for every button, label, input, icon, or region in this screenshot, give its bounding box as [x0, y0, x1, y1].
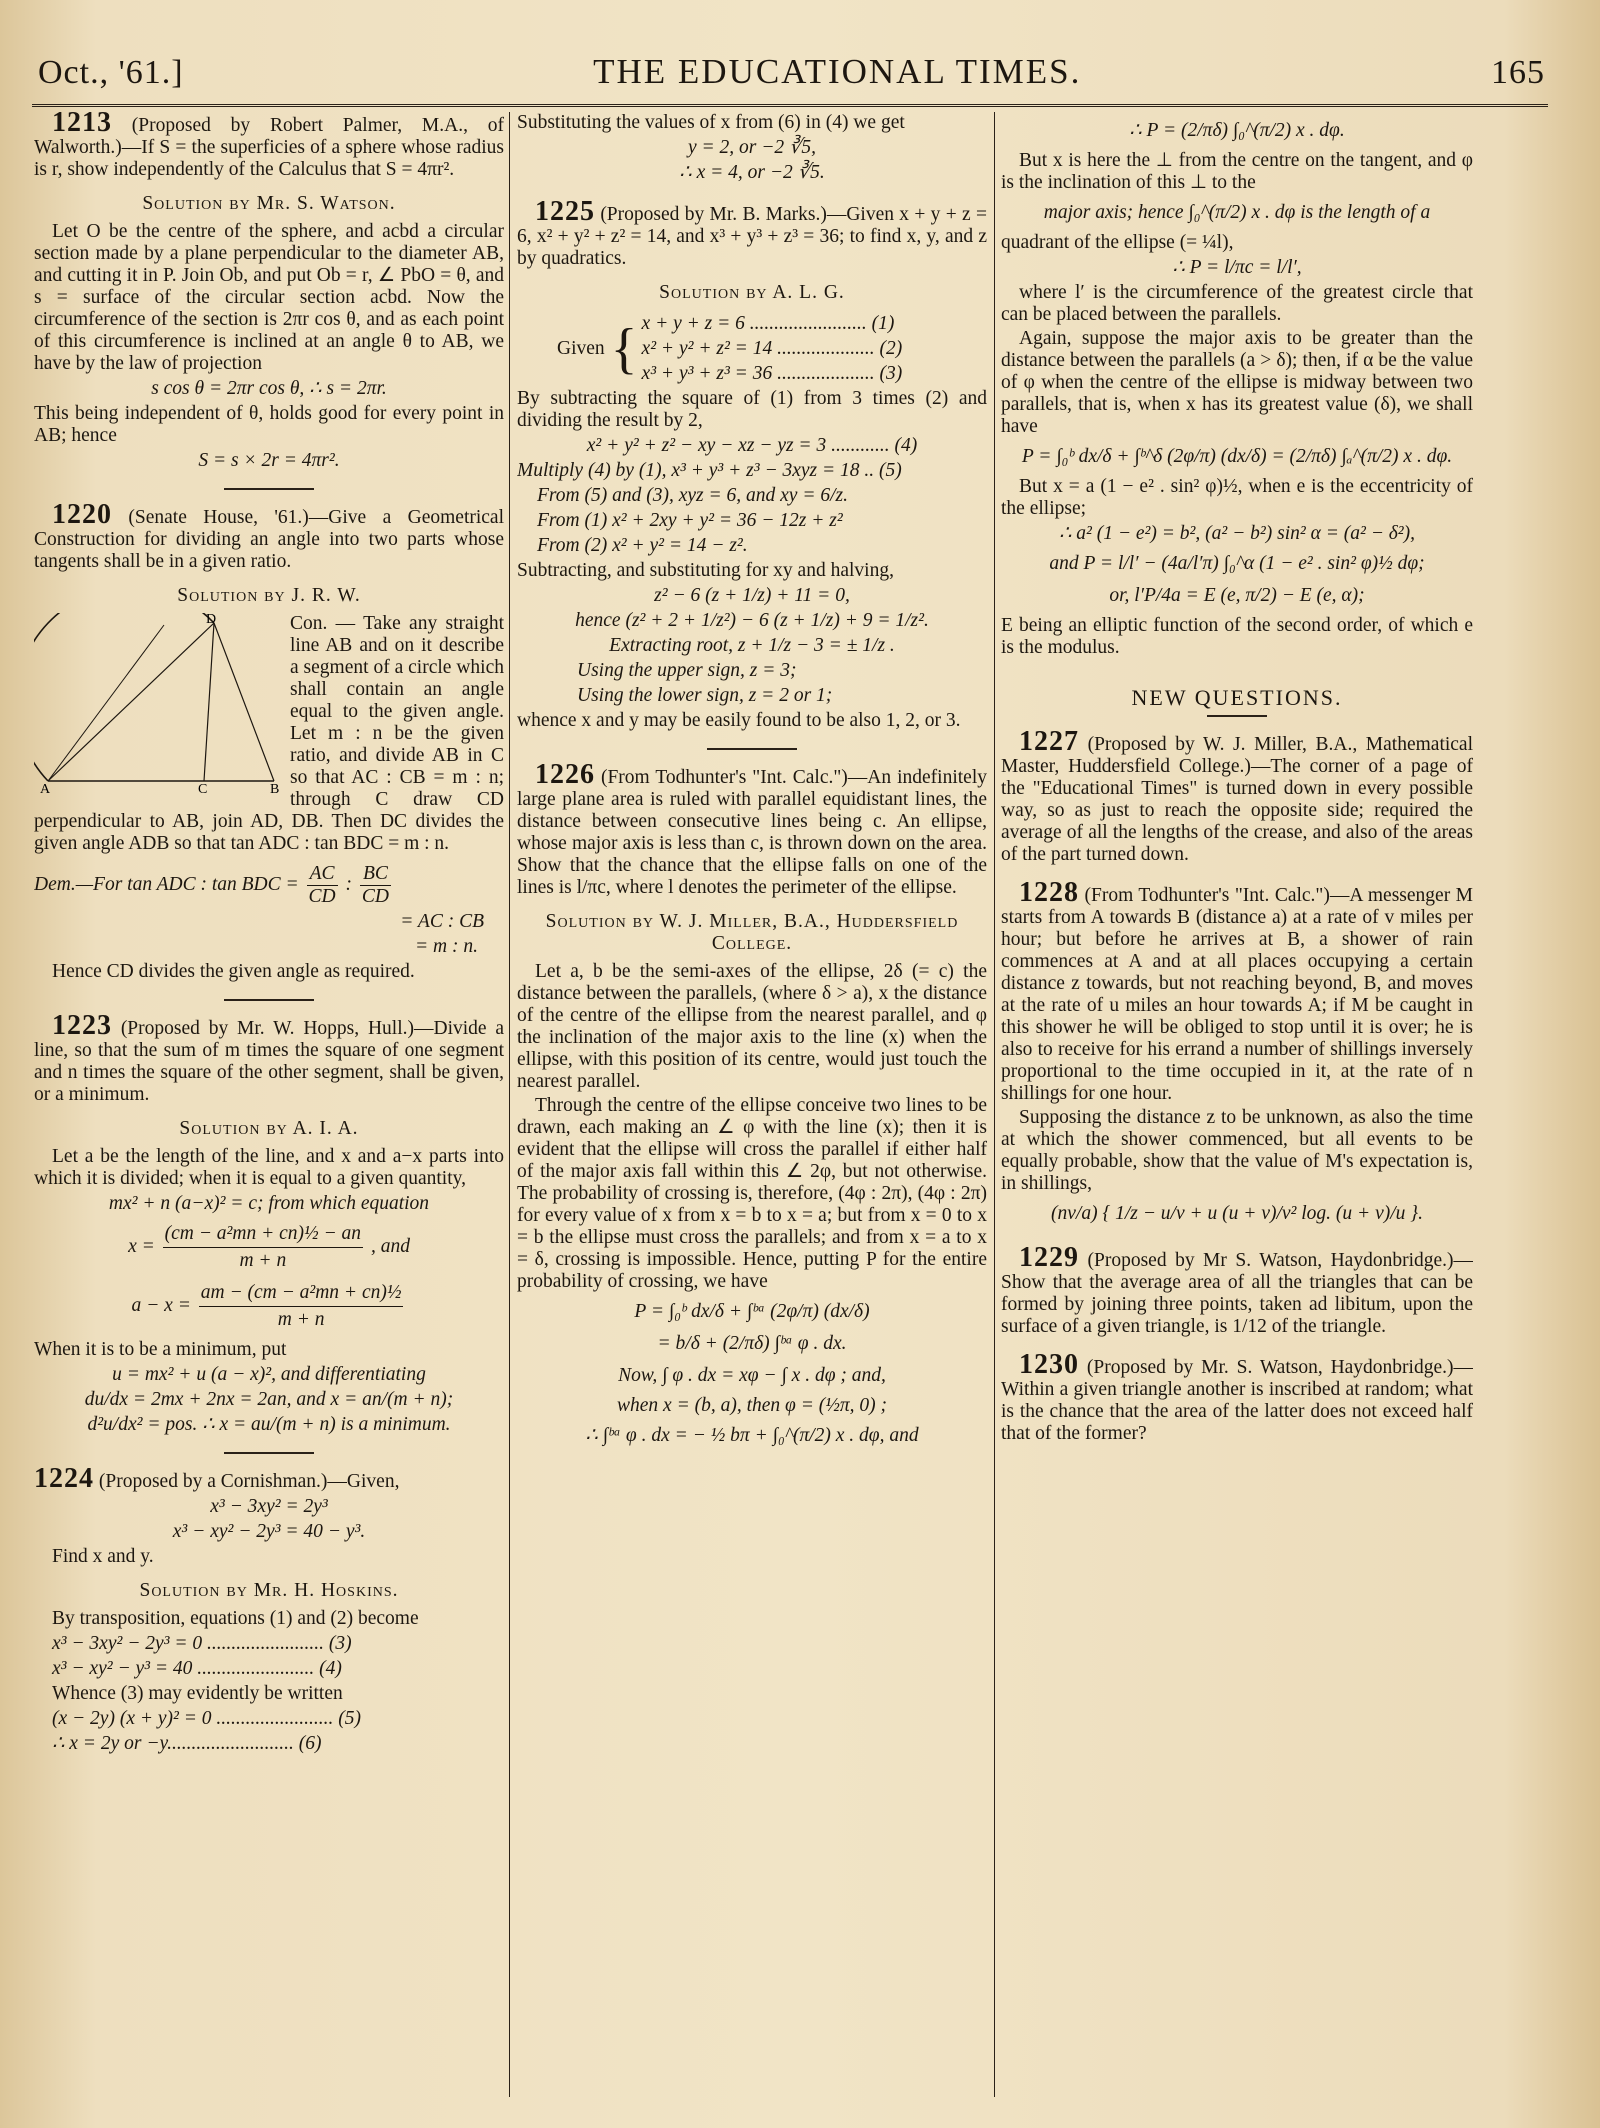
question-number: 1224 — [34, 1463, 94, 1494]
question-number: 1213 — [52, 112, 112, 138]
equation: Multiply (4) by (1), x³ + y³ + z³ − 3xyz = 18 .. (5) — [517, 460, 902, 481]
solution-text: Let a, b be the semi-axes of the ellipse, 2δ (= c) the distance between the parallels, (where δ > a), x the distance of the centre of the ellipse from the nearest parallel, and φ the inclination of the major axis to the line (x) when the ellipse, with this position of its centre, would just touch the nearest parallel. — [517, 961, 987, 1092]
denominator: CD — [361, 886, 389, 907]
solution-text: E being an elliptic function of the second order, of which e is the modulus. — [1001, 615, 1473, 658]
numerator: am − (cm − a²mn + cn)½ — [199, 1280, 404, 1307]
equation: From (1) x² + 2xy + y² = 36 − 12z + z² — [537, 510, 843, 531]
equation: ∴ P = l/πc = l/l′, — [1172, 257, 1302, 278]
equation: y = 2, or −2 ∛5, — [687, 137, 817, 158]
equation: x³ − xy² − y³ = 40 ........................ (4) — [52, 1658, 342, 1679]
question-number: 1228 — [1019, 877, 1079, 908]
solution-text: This being independent of θ, holds good for every point in AB; hence — [34, 403, 504, 446]
solution-text: quadrant of the ellipse (= ¼l), — [1001, 232, 1234, 253]
label-b: B — [270, 782, 280, 793]
solution-text: But x = a (1 − e² . sin² φ)½, when e is the eccentricity of the ellipse; — [1001, 476, 1473, 519]
column-3 — [1001, 112, 1473, 2102]
column-rule-2 — [994, 112, 995, 2097]
column-rule-1 — [509, 112, 510, 2097]
question-1230 — [1001, 1349, 1473, 1445]
question-1220 — [34, 499, 504, 573]
question-text: (Proposed by Mr S. Watson, Haydonbridge.)—Show that the average area of all the triangles that can be formed by joining three points, taken ad libitum, upon the surface of a given triangle, is 1/12 of the triangle. — [1001, 1250, 1473, 1337]
equation-lhs: x = — [128, 1235, 155, 1257]
solution-text: Whence (3) may evidently be written — [52, 1683, 343, 1704]
question-number: 1230 — [1019, 1349, 1079, 1380]
equation: P = ∫₀ᵇ dx/δ + ∫ᵇᵃ (2φ/π) (dx/δ) — [634, 1301, 870, 1322]
question-text: Supposing the distance z to be unknown, as also the time at which the shower commenced, but all events to be equally probable, show that the value of M's expectation is, in shillings, — [1001, 1107, 1473, 1194]
demonstration: Dem.—For tan ADC : tan BDC = $\frac{AC}{CD}$ : $\frac{BC}{CD}$ — [34, 863, 389, 907]
solution-heading: Solution by W. J. Miller, B.A., Huddersfield College. — [545, 911, 959, 954]
equation: d²u/dx² = pos. ∴ x = au/(m + n) is a minimum. — [87, 1414, 451, 1435]
question-number: 1223 — [52, 1010, 112, 1041]
equation: hence (z² + 2 + 1/z²) − 6 (z + 1/z) + 9 = 1/z². — [575, 610, 929, 631]
separator — [224, 488, 314, 490]
header-title: THE EDUCATIONAL TIMES. — [593, 52, 1082, 91]
spacer — [1001, 661, 1473, 675]
circle-arc — [34, 613, 217, 781]
solution-text: Let O be the centre of the sphere, and acbd a circular section made by a plane perpendicular to the diameter AB, and cutting it in P. Join Ob, and put Ob = r, ∠ PbO = θ, and s = surface of the circular section acbd. Now the circumference of the section is 2πr cos θ, and as each point of this circumference is inclined at an angle θ to AB, we have by the law of projection — [34, 221, 504, 374]
equation — [34, 1221, 504, 1274]
separator — [1207, 715, 1267, 717]
equation: Extracting root, z + 1/z − 3 = ± 1/z . — [609, 635, 895, 656]
equation: = b/δ + (2/πδ) ∫ᵇᵃ φ . dx. — [657, 1333, 847, 1354]
question-text: (Proposed by a Cornishman.)—Given, — [98, 1471, 400, 1492]
equation: (nv/a) { 1/z − u/v + u (u + v)/v² log. (u + v)/u }. — [1051, 1203, 1423, 1224]
column-2 — [517, 112, 987, 2102]
page-header — [38, 52, 1545, 102]
equation: (x − 2y) (x + y)² = 0 ........................ (5) — [52, 1708, 362, 1729]
question-text: (Proposed by W. J. Miller, B.A., Mathematical Master, Huddersfield College.)—The corner of a page of the "Educational Times" is turned down in every possible way, so as just to reach the opposite side; required the average of all the lengths of the crease, and also of the areas of the part turned down. — [1001, 734, 1473, 865]
line-db — [214, 623, 274, 781]
equation: x³ − 3xy² = 2y³ — [210, 1496, 328, 1517]
question-number: 1227 — [1019, 726, 1079, 757]
equation: u = mx² + u (a − x)², and differentiating — [112, 1364, 426, 1385]
brace-icon: { — [610, 318, 638, 380]
equation: s cos θ = 2πr cos θ, ∴ s = 2πr. — [151, 378, 387, 399]
equation: x³ − 3xy² − 2y³ = 0 ........................ (3) — [52, 1633, 352, 1654]
solution-text: Hence CD divides the given angle as required. — [52, 961, 415, 982]
numerator: (cm − a²mn + cn)½ − an — [163, 1221, 363, 1248]
equation: P = ∫₀ᵇ dx/δ + ∫ᵇ^δ (2φ/π) (dx/δ) = (2/πδ) ∫ₐ^(π/2) x . dφ. — [1021, 446, 1453, 467]
question-1223 — [34, 1010, 504, 1106]
equation: ∴ x = 2y or −y.......................... (6) — [52, 1733, 322, 1754]
question-1226 — [517, 759, 987, 899]
equation: ∴ P = (2/πδ) ∫₀^(π/2) x . dφ. — [1129, 120, 1345, 141]
equation: S = s × 2r = 4πr². — [198, 450, 340, 471]
solution-text: Subtracting, and substituting for xy and halving, — [517, 560, 894, 581]
equation: x³ − xy² − 2y³ = 40 − y³. — [172, 1521, 366, 1542]
question-text: (Proposed by Mr. W. Hopps, Hull.)—Divide a line, so that the sum of m times the square of one segment and n times the square of the other segment, shall be given, or a minimum. — [34, 1018, 504, 1105]
header-page-number: 165 — [1490, 54, 1545, 91]
equation: ∴ x = 4, or −2 ∛5. — [679, 162, 825, 183]
equation: Using the lower sign, z = 2 or 1; — [577, 685, 833, 706]
question-text: (Proposed by Mr. B. Marks.)—Given x + y + z = 6, x² + y² + z² = 14, and x³ + y³ + z³ = 36; to find x, y, and z by quadratics. — [517, 204, 987, 269]
fraction — [360, 863, 391, 908]
equation: = AC : CB — [400, 911, 484, 932]
label-c: C — [198, 782, 208, 793]
denominator: CD — [308, 886, 336, 907]
label-a: A — [40, 782, 51, 793]
question-text: (From Todhunter's "Int. Calc.")—A messenger M starts from A towards B (distance a) at a rate of v miles per hour; but before he arrives at B, a shower of rain commences at A and at all places occupying a certain distance z towards, but not reaching beyond, B, and moves at the rate of u miles an hour towards A; if M be caught in this shower he will be obliged to stop until it is over; he is also to receive for his errand a number of shillings inversely proportional to the time occupied in it, at the rate of n shillings for one hour. — [1001, 885, 1473, 1104]
given-system — [557, 310, 987, 388]
separator — [707, 748, 797, 750]
solution-heading: Solution by Mr. H. Hoskins. — [139, 1580, 399, 1601]
equation: major axis; hence ∫₀^(π/2) x . dφ is the length of a — [1043, 202, 1431, 223]
equation: du/dx = 2mx + 2nx = 2an, and x = an/(m + n); — [84, 1389, 454, 1410]
question-text: (From Todhunter's "Int. Calc.")—An indefinitely large plane area is ruled with parallel equidistant lines, the distance between consecutive lines being c. An ellipse, whose major axis is less than c, is thrown down on the area. Show that the chance that the ellipse falls on one of the lines is l/πc, where l denotes the perimeter of the ellipse. — [517, 767, 987, 898]
given-label: Given — [557, 338, 605, 359]
question-1213 — [34, 112, 504, 181]
fraction — [163, 1221, 363, 1274]
solution-text: When it is to be a minimum, put — [34, 1339, 287, 1360]
question-1224 — [34, 1463, 504, 1494]
solution-text: Again, suppose the major axis to be greater than the distance between the parallels (a > δ); then, if α be the value of φ when the centre of the ellipse is midway between two parallels, that is, when x has its greatest value (δ), we shall have — [1001, 328, 1473, 437]
equation: x² + y² + z² = 14 .................... (2) — [641, 338, 903, 359]
separator — [224, 999, 314, 1001]
numerator: BC — [360, 863, 391, 886]
denominator: m + n — [239, 1250, 287, 1271]
solution-text: Substituting the values of x from (6) in (4) we get — [517, 112, 905, 133]
equation: From (2) x² + y² = 14 − z². — [537, 535, 748, 556]
question-1225 — [517, 196, 987, 270]
denominator: m + n — [277, 1309, 325, 1330]
question-1227 — [1001, 726, 1473, 866]
question-1229 — [1001, 1242, 1473, 1338]
equation: x³ + y³ + z³ = 36 .................... (3) — [641, 363, 903, 384]
equation-rhs: , and — [370, 1235, 410, 1257]
header-date: Oct., '61.] — [38, 54, 184, 91]
solution-text: Through the centre of the ellipse conceive two lines to be drawn, each making an ∠ φ with the line (x); then it is evident that the ellipse will cross the parallel if either half of the major axis fall within this ∠ 2φ, but not otherwise. The probability of crossing is, therefore, (4φ : 2π), (4φ : 2π) for every value of x from x = b to x = a; but from x = 0 to x = b the ellipse must cross the parallels; and from x = a to x = δ, crossing is impossible. Hence, putting P for the entire probability of crossing, we have — [517, 1095, 987, 1292]
solution-text: where l′ is the circumference of the greatest circle that can be placed between the parallels. — [1001, 282, 1473, 325]
solution-heading: Solution by A. I. A. — [179, 1118, 359, 1139]
chord — [48, 625, 164, 781]
equation: From (5) and (3), xyz = 6, and xy = 6/z. — [537, 485, 848, 506]
solution-text: But x is here the ⊥ from the centre on the tangent, and φ is the inclination of this ⊥ to the — [1001, 150, 1473, 193]
equation: and P = l/l′ − (4a/l′π) ∫₀^α (1 − e² . sin² φ)½ dφ; — [1049, 553, 1425, 574]
equation: = m : n. — [415, 936, 478, 957]
equation: Using the upper sign, z = 3; — [577, 660, 797, 681]
solution-text: By transposition, equations (1) and (2) become — [52, 1608, 419, 1629]
solution-heading: Solution by A. L. G. — [659, 282, 845, 303]
separator — [224, 1452, 314, 1454]
label-d: D — [206, 613, 217, 627]
question-text: (Proposed by Robert Palmer, M.A., of Walworth.)—If S = the superficies of a sphere whose radius is r, show independently of the Calculus that S = 4πr². — [34, 115, 504, 180]
equation: z² − 6 (z + 1/z) + 11 = 0, — [654, 585, 850, 606]
question-number: 1225 — [535, 196, 595, 227]
equation: or, l′P/4a = E (e, π/2) − E (e, α); — [1109, 585, 1365, 606]
equation: ∴ a² (1 − e²) = b², (a² − b²) sin² α = (a² − δ²), — [1058, 523, 1416, 544]
solution-text: By subtracting the square of (1) from 3 times (2) and dividing the result by 2, — [517, 388, 987, 431]
numerator: AC — [307, 863, 338, 886]
equation: x² + y² + z² − xy − xz − yz = 3 ............ (4) — [586, 435, 918, 456]
equation: when x = (b, a), then φ = (½π, 0) ; — [617, 1395, 887, 1416]
new-questions-title: NEW QUESTIONS. — [1131, 685, 1343, 710]
line-ad — [48, 623, 214, 781]
equation: x + y + z = 6 ........................ (1) — [641, 313, 895, 334]
header-rule — [32, 104, 1548, 110]
given-equations — [642, 310, 987, 388]
solution-text: Let a be the length of the line, and x and a−x parts into which it is divided; when it is equal to a given quantity, — [34, 1146, 504, 1189]
question-text: (Senate House, '61.)—Give a Geometrical Construction for dividing an angle into two parts whose tangents shall be in a given ratio. — [34, 507, 504, 572]
question-text: (Proposed by Mr. S. Watson, Haydonbridge.)—Within a given triangle another is inscribed at random; what is the chance that the area of the latter does not exceed half that of the former? — [1001, 1357, 1473, 1444]
question-1228 — [1001, 877, 1473, 1105]
construction-text: Con. — Take any straight line AB and on it describe a segment of a circle which shall contain an angle equal to the given angle. Let m : n be the given ratio, and divide AB in C so that AC : CB = m : n; through C draw CD perpendicular to AB, join AD, DB. Then DC divides the given angle ADB so that tan ADC : tan BDC = m : n. — [34, 613, 504, 854]
solution-text: Find x and y. — [52, 1546, 154, 1567]
solution-heading: Solution by Mr. S. Watson. — [142, 193, 396, 214]
fraction — [199, 1280, 404, 1333]
equation: ∴ ∫ᵇᵃ φ . dx = − ½ bπ + ∫₀^(π/2) x . dφ, and — [585, 1425, 919, 1446]
equation-lhs: a − x = — [131, 1294, 191, 1316]
question-number: 1220 — [52, 499, 112, 530]
fraction — [307, 863, 338, 908]
geometry-figure — [34, 613, 282, 793]
demonstration-text: Dem.—For tan ADC : tan BDC = — [34, 873, 299, 895]
equation: mx² + n (a−x)² = c; from which equation — [108, 1193, 430, 1214]
solution-text: whence x and y may be easily found to be also 1, 2, or 3. — [517, 710, 961, 731]
equation: Now, ∫ φ . dx = xφ − ∫ x . dφ ; and, — [618, 1365, 886, 1386]
question-number: 1226 — [535, 759, 595, 790]
solution-heading: Solution by J. R. W. — [177, 585, 361, 606]
question-number: 1229 — [1019, 1242, 1079, 1273]
column-1 — [34, 112, 504, 2102]
line-dc — [204, 623, 214, 781]
equation — [34, 1280, 504, 1333]
